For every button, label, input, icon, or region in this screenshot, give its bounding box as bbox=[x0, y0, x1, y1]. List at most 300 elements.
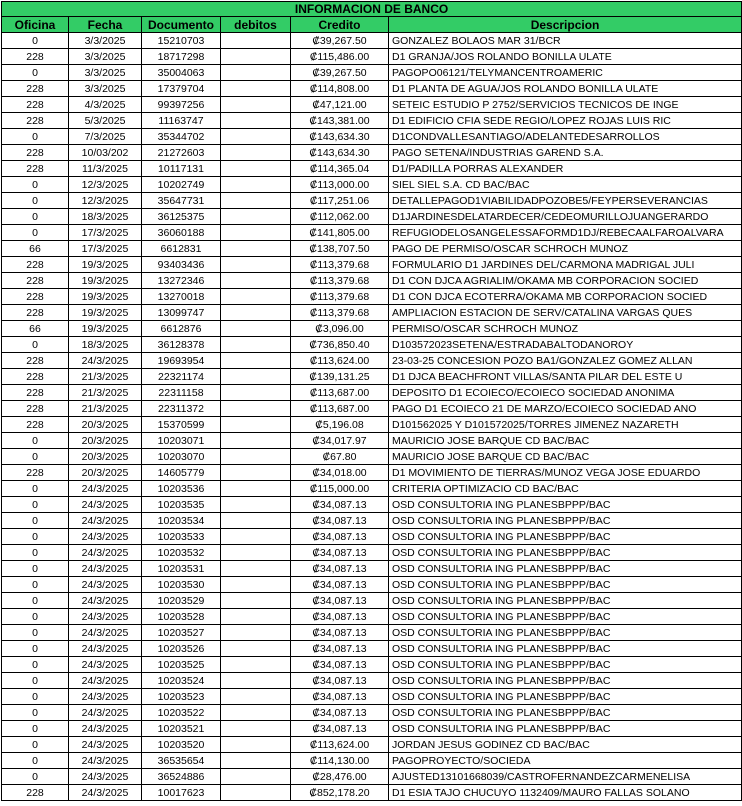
table-row bbox=[2, 65, 742, 81]
cell-oficina: 0 bbox=[2, 737, 69, 753]
cell-oficina: 0 bbox=[2, 177, 69, 193]
cell-descripcion: D1 CON DJCA AGRIALIM/OKAMA MB CORPORACION SOCIED bbox=[389, 273, 742, 289]
cell-fecha: 7/3/2025 bbox=[69, 129, 142, 145]
cell-oficina: 228 bbox=[2, 305, 69, 321]
cell-oficina: 0 bbox=[2, 721, 69, 737]
cell-fecha: 24/3/2025 bbox=[69, 609, 142, 625]
cell-credito: ₡34,087.13 bbox=[291, 561, 389, 577]
cell-oficina: 228 bbox=[2, 49, 69, 65]
cell-oficina: 0 bbox=[2, 65, 69, 81]
cell-fecha: 24/3/2025 bbox=[69, 689, 142, 705]
cell-descripcion: OSD CONSULTORIA ING PLANESBPPP/BAC bbox=[389, 641, 742, 657]
cell-fecha: 24/3/2025 bbox=[69, 593, 142, 609]
cell-debitos bbox=[221, 497, 291, 513]
table-row bbox=[2, 401, 742, 417]
cell-fecha: 3/3/2025 bbox=[69, 33, 142, 49]
cell-debitos bbox=[221, 353, 291, 369]
cell-descripcion: PAGO DE PERMISO/OSCAR SCHROCH MUNOZ bbox=[389, 241, 742, 257]
cell-oficina: 0 bbox=[2, 753, 69, 769]
cell-debitos bbox=[221, 289, 291, 305]
cell-credito: ₡117,251.06 bbox=[291, 193, 389, 209]
cell-fecha: 20/3/2025 bbox=[69, 417, 142, 433]
cell-documento: 10203523 bbox=[142, 689, 221, 705]
cell-descripcion: OSD CONSULTORIA ING PLANESBPPP/BAC bbox=[389, 689, 742, 705]
cell-debitos bbox=[221, 753, 291, 769]
cell-descripcion: JORDAN JESUS GODINEZ CD BAC/BAC bbox=[389, 737, 742, 753]
cell-descripcion: D1CONDVALLESANTIAGO/ADELANTEDESARROLLOS bbox=[389, 129, 742, 145]
cell-debitos bbox=[221, 769, 291, 785]
cell-fecha: 24/3/2025 bbox=[69, 497, 142, 513]
table-row bbox=[2, 225, 742, 241]
cell-descripcion: OSD CONSULTORIA ING PLANESBPPP/BAC bbox=[389, 513, 742, 529]
cell-oficina: 0 bbox=[2, 433, 69, 449]
cell-credito: ₡113,379.68 bbox=[291, 305, 389, 321]
cell-credito: ₡34,087.13 bbox=[291, 593, 389, 609]
cell-oficina: 0 bbox=[2, 337, 69, 353]
cell-documento: 21272603 bbox=[142, 145, 221, 161]
table-row bbox=[2, 33, 742, 49]
cell-documento: 13270018 bbox=[142, 289, 221, 305]
table-row bbox=[2, 465, 742, 481]
cell-credito: ₡34,087.13 bbox=[291, 513, 389, 529]
cell-fecha: 24/3/2025 bbox=[69, 353, 142, 369]
cell-fecha: 19/3/2025 bbox=[69, 257, 142, 273]
cell-credito: ₡34,018.00 bbox=[291, 465, 389, 481]
cell-descripcion: OSD CONSULTORIA ING PLANESBPPP/BAC bbox=[389, 657, 742, 673]
cell-documento: 22311372 bbox=[142, 401, 221, 417]
cell-debitos bbox=[221, 65, 291, 81]
table-title: INFORMACION DE BANCO bbox=[2, 2, 742, 17]
cell-descripcion: FORMULARIO D1 JARDINES DEL/CARMONA MADRIGAL JULI bbox=[389, 257, 742, 273]
cell-credito: ₡34,087.13 bbox=[291, 609, 389, 625]
header-oficina: Oficina bbox=[2, 17, 69, 33]
cell-credito: ₡113,379.68 bbox=[291, 289, 389, 305]
cell-oficina: 0 bbox=[2, 673, 69, 689]
cell-documento: 10203526 bbox=[142, 641, 221, 657]
cell-descripcion: PAGO D1 ECOIECO 21 DE MARZO/ECOIECO SOCIEDAD ANO bbox=[389, 401, 742, 417]
cell-credito: ₡113,379.68 bbox=[291, 257, 389, 273]
cell-descripcion: OSD CONSULTORIA ING PLANESBPPP/BAC bbox=[389, 561, 742, 577]
cell-oficina: 0 bbox=[2, 33, 69, 49]
table-row bbox=[2, 481, 742, 497]
cell-documento: 10203522 bbox=[142, 705, 221, 721]
table-row bbox=[2, 529, 742, 545]
cell-credito: ₡114,130.00 bbox=[291, 753, 389, 769]
cell-fecha: 24/3/2025 bbox=[69, 673, 142, 689]
cell-documento: 22321174 bbox=[142, 369, 221, 385]
cell-debitos bbox=[221, 321, 291, 337]
cell-descripcion: PAGOPROYECTO/SOCIEDA bbox=[389, 753, 742, 769]
cell-credito: ₡34,087.13 bbox=[291, 657, 389, 673]
cell-debitos bbox=[221, 129, 291, 145]
cell-descripcion: 23-03-25 CONCESION POZO BA1/GONZALEZ GOMEZ ALLAN bbox=[389, 353, 742, 369]
table-row bbox=[2, 257, 742, 273]
cell-credito: ₡34,087.13 bbox=[291, 577, 389, 593]
header-credito: Credito bbox=[291, 17, 389, 33]
cell-descripcion: PAGO SETENA/INDUSTRIAS GAREND S.A. bbox=[389, 145, 742, 161]
cell-credito: ₡143,381.00 bbox=[291, 113, 389, 129]
cell-documento: 15370599 bbox=[142, 417, 221, 433]
cell-fecha: 24/3/2025 bbox=[69, 545, 142, 561]
cell-debitos bbox=[221, 657, 291, 673]
cell-credito: ₡138,707.50 bbox=[291, 241, 389, 257]
cell-descripcion: MAURICIO JOSE BARQUE CD BAC/BAC bbox=[389, 433, 742, 449]
cell-fecha: 24/3/2025 bbox=[69, 753, 142, 769]
cell-fecha: 24/3/2025 bbox=[69, 625, 142, 641]
table-row bbox=[2, 449, 742, 465]
cell-oficina: 228 bbox=[2, 257, 69, 273]
table-row bbox=[2, 609, 742, 625]
cell-descripcion: OSD CONSULTORIA ING PLANESBPPP/BAC bbox=[389, 673, 742, 689]
cell-fecha: 5/3/2025 bbox=[69, 113, 142, 129]
cell-credito: ₡67.80 bbox=[291, 449, 389, 465]
cell-documento: 36128378 bbox=[142, 337, 221, 353]
cell-oficina: 0 bbox=[2, 657, 69, 673]
cell-descripcion: OSD CONSULTORIA ING PLANESBPPP/BAC bbox=[389, 497, 742, 513]
cell-fecha: 20/3/2025 bbox=[69, 433, 142, 449]
cell-documento: 10203533 bbox=[142, 529, 221, 545]
cell-documento: 15210703 bbox=[142, 33, 221, 49]
table-row bbox=[2, 705, 742, 721]
cell-debitos bbox=[221, 641, 291, 657]
cell-credito: ₡34,087.13 bbox=[291, 689, 389, 705]
cell-fecha: 20/3/2025 bbox=[69, 465, 142, 481]
table-row bbox=[2, 433, 742, 449]
cell-fecha: 21/3/2025 bbox=[69, 369, 142, 385]
table-row bbox=[2, 545, 742, 561]
cell-fecha: 19/3/2025 bbox=[69, 305, 142, 321]
cell-descripcion: D1 DJCA BEACHFRONT VILLAS/SANTA PILAR DEL ESTE U bbox=[389, 369, 742, 385]
table-row bbox=[2, 209, 742, 225]
cell-documento: 35004063 bbox=[142, 65, 221, 81]
cell-credito: ₡112,062.00 bbox=[291, 209, 389, 225]
cell-oficina: 0 bbox=[2, 577, 69, 593]
table-row bbox=[2, 113, 742, 129]
cell-debitos bbox=[221, 449, 291, 465]
cell-oficina: 0 bbox=[2, 593, 69, 609]
cell-oficina: 228 bbox=[2, 289, 69, 305]
cell-fecha: 24/3/2025 bbox=[69, 657, 142, 673]
cell-credito: ₡34,087.13 bbox=[291, 721, 389, 737]
cell-debitos bbox=[221, 417, 291, 433]
cell-descripcion: OSD CONSULTORIA ING PLANESBPPP/BAC bbox=[389, 721, 742, 737]
cell-descripcion: D1 EDIFICIO CFIA SEDE REGIO/LOPEZ ROJAS LUIS RIC bbox=[389, 113, 742, 129]
table-row bbox=[2, 177, 742, 193]
cell-documento: 10203534 bbox=[142, 513, 221, 529]
cell-descripcion: DETALLEPAGOD1VIABILIDADPOZOBE5/FEYPERSEVERANCIAS bbox=[389, 193, 742, 209]
cell-documento: 35647731 bbox=[142, 193, 221, 209]
cell-credito: ₡141,805.00 bbox=[291, 225, 389, 241]
table-row bbox=[2, 273, 742, 289]
cell-credito: ₡139,131.25 bbox=[291, 369, 389, 385]
cell-credito: ₡113,687.00 bbox=[291, 401, 389, 417]
cell-documento: 10203520 bbox=[142, 737, 221, 753]
cell-debitos bbox=[221, 257, 291, 273]
cell-fecha: 20/3/2025 bbox=[69, 449, 142, 465]
cell-descripcion: PAGOPO06121/TELYMANCENTROAMERIC bbox=[389, 65, 742, 81]
cell-credito: ₡143,634.30 bbox=[291, 129, 389, 145]
cell-oficina: 228 bbox=[2, 385, 69, 401]
cell-debitos bbox=[221, 529, 291, 545]
cell-fecha: 10/03/202 bbox=[69, 145, 142, 161]
bank-info-table bbox=[1, 1, 742, 801]
table-row bbox=[2, 561, 742, 577]
table-row bbox=[2, 161, 742, 177]
cell-oficina: 0 bbox=[2, 481, 69, 497]
cell-debitos bbox=[221, 337, 291, 353]
cell-oficina: 228 bbox=[2, 369, 69, 385]
cell-credito: ₡143,634.30 bbox=[291, 145, 389, 161]
cell-fecha: 24/3/2025 bbox=[69, 481, 142, 497]
table-row bbox=[2, 753, 742, 769]
cell-oficina: 0 bbox=[2, 497, 69, 513]
title-row bbox=[2, 2, 742, 17]
cell-descripcion: SETEIC ESTUDIO P 2752/SERVICIOS TECNICOS DE INGE bbox=[389, 97, 742, 113]
cell-oficina: 228 bbox=[2, 401, 69, 417]
cell-documento: 10203535 bbox=[142, 497, 221, 513]
table-row bbox=[2, 337, 742, 353]
cell-fecha: 12/3/2025 bbox=[69, 193, 142, 209]
cell-debitos bbox=[221, 593, 291, 609]
cell-debitos bbox=[221, 513, 291, 529]
cell-documento: 36125375 bbox=[142, 209, 221, 225]
cell-fecha: 21/3/2025 bbox=[69, 385, 142, 401]
cell-oficina: 228 bbox=[2, 161, 69, 177]
cell-documento: 99397256 bbox=[142, 97, 221, 113]
cell-oficina: 228 bbox=[2, 97, 69, 113]
cell-fecha: 17/3/2025 bbox=[69, 225, 142, 241]
cell-credito: ₡5,196.08 bbox=[291, 417, 389, 433]
cell-fecha: 12/3/2025 bbox=[69, 177, 142, 193]
cell-descripcion: D1JARDINESDELATARDECER/CEDEOMURILLOJUANGERARDO bbox=[389, 209, 742, 225]
cell-oficina: 66 bbox=[2, 241, 69, 257]
cell-documento: 10203070 bbox=[142, 449, 221, 465]
cell-documento: 10203071 bbox=[142, 433, 221, 449]
cell-documento: 6612876 bbox=[142, 321, 221, 337]
table-row bbox=[2, 353, 742, 369]
cell-credito: ₡115,486.00 bbox=[291, 49, 389, 65]
cell-debitos bbox=[221, 673, 291, 689]
cell-debitos bbox=[221, 625, 291, 641]
table-row bbox=[2, 49, 742, 65]
cell-documento: 10203530 bbox=[142, 577, 221, 593]
cell-fecha: 24/3/2025 bbox=[69, 577, 142, 593]
cell-descripcion: D101562025 Y D101572025/TORRES JIMENEZ NAZARETH bbox=[389, 417, 742, 433]
cell-oficina: 228 bbox=[2, 417, 69, 433]
cell-fecha: 24/3/2025 bbox=[69, 513, 142, 529]
cell-oficina: 66 bbox=[2, 321, 69, 337]
cell-descripcion: OSD CONSULTORIA ING PLANESBPPP/BAC bbox=[389, 625, 742, 641]
header-documento: Documento bbox=[142, 17, 221, 33]
cell-descripcion: MAURICIO JOSE BARQUE CD BAC/BAC bbox=[389, 449, 742, 465]
table-row bbox=[2, 385, 742, 401]
table-row bbox=[2, 193, 742, 209]
cell-documento: 10203524 bbox=[142, 673, 221, 689]
cell-descripcion: OSD CONSULTORIA ING PLANESBPPP/BAC bbox=[389, 577, 742, 593]
cell-descripcion: CRITERIA OPTIMIZACIO CD BAC/BAC bbox=[389, 481, 742, 497]
cell-documento: 10017623 bbox=[142, 785, 221, 801]
cell-fecha: 17/3/2025 bbox=[69, 241, 142, 257]
cell-descripcion: OSD CONSULTORIA ING PLANESBPPP/BAC bbox=[389, 593, 742, 609]
cell-descripcion: AJUSTED13101668039/CASTROFERNANDEZCARMENELISA bbox=[389, 769, 742, 785]
cell-documento: 11163747 bbox=[142, 113, 221, 129]
cell-oficina: 0 bbox=[2, 769, 69, 785]
cell-debitos bbox=[221, 241, 291, 257]
cell-credito: ₡34,087.13 bbox=[291, 641, 389, 657]
header-debitos: debitos bbox=[221, 17, 291, 33]
cell-descripcion: PERMISO/OSCAR SCHROCH MUNOZ bbox=[389, 321, 742, 337]
cell-debitos bbox=[221, 161, 291, 177]
cell-fecha: 24/3/2025 bbox=[69, 737, 142, 753]
cell-documento: 22311158 bbox=[142, 385, 221, 401]
cell-fecha: 11/3/2025 bbox=[69, 161, 142, 177]
table-row bbox=[2, 721, 742, 737]
table-row bbox=[2, 321, 742, 337]
cell-debitos bbox=[221, 81, 291, 97]
header-fecha: Fecha bbox=[69, 17, 142, 33]
cell-debitos bbox=[221, 577, 291, 593]
table-row bbox=[2, 737, 742, 753]
cell-fecha: 24/3/2025 bbox=[69, 785, 142, 801]
cell-debitos bbox=[221, 545, 291, 561]
cell-descripcion: OSD CONSULTORIA ING PLANESBPPP/BAC bbox=[389, 545, 742, 561]
table-row bbox=[2, 241, 742, 257]
cell-credito: ₡47,121.00 bbox=[291, 97, 389, 113]
cell-credito: ₡39,267.50 bbox=[291, 65, 389, 81]
cell-fecha: 21/3/2025 bbox=[69, 401, 142, 417]
cell-oficina: 0 bbox=[2, 689, 69, 705]
cell-oficina: 0 bbox=[2, 705, 69, 721]
cell-credito: ₡28,476.00 bbox=[291, 769, 389, 785]
cell-oficina: 0 bbox=[2, 561, 69, 577]
table-body bbox=[2, 33, 742, 801]
cell-credito: ₡113,624.00 bbox=[291, 353, 389, 369]
cell-documento: 10203527 bbox=[142, 625, 221, 641]
cell-credito: ₡113,687.00 bbox=[291, 385, 389, 401]
cell-debitos bbox=[221, 433, 291, 449]
table-row bbox=[2, 369, 742, 385]
table-row bbox=[2, 289, 742, 305]
cell-descripcion: AMPLIACION ESTACION DE SERV/CATALINA VARGAS QUES bbox=[389, 305, 742, 321]
cell-documento: 13272346 bbox=[142, 273, 221, 289]
cell-fecha: 24/3/2025 bbox=[69, 769, 142, 785]
table-row bbox=[2, 785, 742, 801]
table-row bbox=[2, 625, 742, 641]
cell-fecha: 24/3/2025 bbox=[69, 705, 142, 721]
cell-oficina: 0 bbox=[2, 625, 69, 641]
cell-descripcion: OSD CONSULTORIA ING PLANESBPPP/BAC bbox=[389, 705, 742, 721]
cell-documento: 93403436 bbox=[142, 257, 221, 273]
cell-fecha: 4/3/2025 bbox=[69, 97, 142, 113]
cell-debitos bbox=[221, 273, 291, 289]
cell-documento: 10203532 bbox=[142, 545, 221, 561]
cell-documento: 36535654 bbox=[142, 753, 221, 769]
cell-oficina: 0 bbox=[2, 641, 69, 657]
cell-documento: 10203525 bbox=[142, 657, 221, 673]
cell-documento: 17379704 bbox=[142, 81, 221, 97]
cell-oficina: 228 bbox=[2, 353, 69, 369]
cell-oficina: 228 bbox=[2, 145, 69, 161]
cell-documento: 6612831 bbox=[142, 241, 221, 257]
cell-debitos bbox=[221, 705, 291, 721]
cell-debitos bbox=[221, 369, 291, 385]
cell-oficina: 0 bbox=[2, 609, 69, 625]
cell-credito: ₡114,808.00 bbox=[291, 81, 389, 97]
cell-debitos bbox=[221, 33, 291, 49]
cell-credito: ₡34,017.97 bbox=[291, 433, 389, 449]
table-row bbox=[2, 305, 742, 321]
cell-documento: 10203531 bbox=[142, 561, 221, 577]
cell-debitos bbox=[221, 689, 291, 705]
table-row bbox=[2, 641, 742, 657]
cell-oficina: 0 bbox=[2, 129, 69, 145]
cell-credito: ₡39,267.50 bbox=[291, 33, 389, 49]
cell-fecha: 18/3/2025 bbox=[69, 209, 142, 225]
table-row bbox=[2, 97, 742, 113]
cell-descripcion: GONZALEZ BOLAOS MAR 31/BCR bbox=[389, 33, 742, 49]
cell-descripcion: DEPOSITO D1 ECOIECO/ECOIECO SOCIEDAD ANONIMA bbox=[389, 385, 742, 401]
cell-debitos bbox=[221, 113, 291, 129]
cell-descripcion: D1 GRANJA/JOS ROLANDO BONILLA ULATE bbox=[389, 49, 742, 65]
table-row bbox=[2, 673, 742, 689]
cell-credito: ₡736,850.40 bbox=[291, 337, 389, 353]
cell-fecha: 24/3/2025 bbox=[69, 561, 142, 577]
cell-documento: 10203521 bbox=[142, 721, 221, 737]
cell-oficina: 0 bbox=[2, 449, 69, 465]
table-row bbox=[2, 145, 742, 161]
cell-oficina: 0 bbox=[2, 513, 69, 529]
cell-debitos bbox=[221, 97, 291, 113]
header-row bbox=[2, 17, 742, 33]
cell-oficina: 0 bbox=[2, 545, 69, 561]
table-row bbox=[2, 129, 742, 145]
table-row bbox=[2, 81, 742, 97]
cell-descripcion: D1 ESIA TAJO CHUCUYO 1132409/MAURO FALLAS SOLANO bbox=[389, 785, 742, 801]
cell-credito: ₡34,087.13 bbox=[291, 625, 389, 641]
cell-oficina: 228 bbox=[2, 113, 69, 129]
cell-debitos bbox=[221, 145, 291, 161]
cell-credito: ₡852,178.20 bbox=[291, 785, 389, 801]
table-row bbox=[2, 689, 742, 705]
cell-descripcion: OSD CONSULTORIA ING PLANESBPPP/BAC bbox=[389, 529, 742, 545]
cell-debitos bbox=[221, 465, 291, 481]
cell-credito: ₡34,087.13 bbox=[291, 705, 389, 721]
cell-documento: 10203529 bbox=[142, 593, 221, 609]
cell-documento: 19693954 bbox=[142, 353, 221, 369]
cell-debitos bbox=[221, 721, 291, 737]
table-row bbox=[2, 657, 742, 673]
cell-fecha: 18/3/2025 bbox=[69, 337, 142, 353]
cell-credito: ₡113,000.00 bbox=[291, 177, 389, 193]
cell-fecha: 19/3/2025 bbox=[69, 321, 142, 337]
cell-oficina: 0 bbox=[2, 193, 69, 209]
cell-fecha: 19/3/2025 bbox=[69, 289, 142, 305]
cell-oficina: 228 bbox=[2, 81, 69, 97]
cell-documento: 14605779 bbox=[142, 465, 221, 481]
cell-descripcion: D1 CON DJCA ECOTERRA/OKAMA MB CORPORACION SOCIED bbox=[389, 289, 742, 305]
cell-documento: 10117131 bbox=[142, 161, 221, 177]
cell-documento: 35344702 bbox=[142, 129, 221, 145]
cell-debitos bbox=[221, 561, 291, 577]
cell-descripcion: D1 MOVIMIENTO DE TIERRAS/MUNOZ VEGA JOSE EDUARDO bbox=[389, 465, 742, 481]
cell-documento: 36060188 bbox=[142, 225, 221, 241]
cell-fecha: 3/3/2025 bbox=[69, 49, 142, 65]
cell-debitos bbox=[221, 785, 291, 801]
cell-debitos bbox=[221, 385, 291, 401]
cell-descripcion: OSD CONSULTORIA ING PLANESBPPP/BAC bbox=[389, 609, 742, 625]
cell-debitos bbox=[221, 401, 291, 417]
cell-documento: 13099747 bbox=[142, 305, 221, 321]
